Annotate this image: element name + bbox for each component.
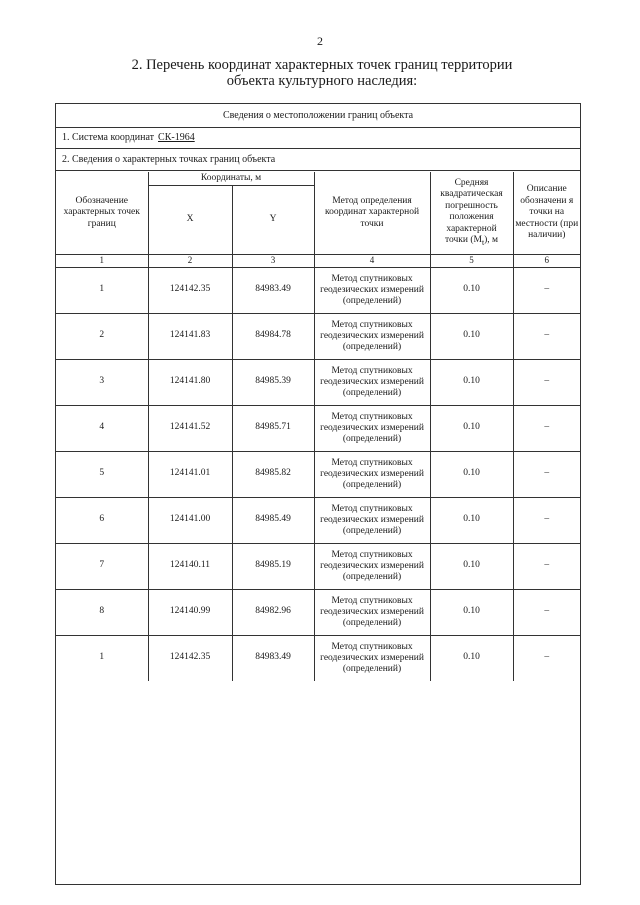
y-cell: 84985.71 bbox=[232, 405, 314, 451]
table-row bbox=[56, 451, 580, 497]
method-cell: Метод спутниковых геодезических измерений (определений) bbox=[314, 267, 430, 313]
accuracy-cell: 0.10 bbox=[430, 405, 513, 451]
coordinate-rows bbox=[56, 267, 580, 681]
column-number: 3 bbox=[232, 255, 314, 268]
method-cell: Метод спутниковых геодезических измерений (определений) bbox=[314, 497, 430, 543]
x-cell: 124141.52 bbox=[148, 405, 232, 451]
header-x: X bbox=[148, 186, 232, 255]
header-designation: Обозначение характерных точек границ bbox=[56, 172, 148, 255]
header-accuracy-line-1: Средняя квадратическая погрешность положения характерной bbox=[440, 177, 503, 234]
header-coordinates: Координаты, м bbox=[148, 172, 314, 186]
accuracy-cell: 0.10 bbox=[430, 451, 513, 497]
table-row bbox=[56, 405, 580, 451]
table-row bbox=[56, 267, 580, 313]
header-accuracy bbox=[430, 172, 513, 255]
description-cell: – bbox=[513, 497, 580, 543]
coordinate-system-row bbox=[56, 128, 580, 149]
description-cell: – bbox=[513, 267, 580, 313]
point-cell: 3 bbox=[56, 359, 148, 405]
header-accuracy-suffix: ), м bbox=[484, 235, 499, 246]
x-cell: 124141.01 bbox=[148, 451, 232, 497]
header-accuracy-prefix: точки (M bbox=[444, 235, 482, 246]
x-cell: 124141.83 bbox=[148, 313, 232, 359]
description-cell: – bbox=[513, 635, 580, 681]
method-cell: Метод спутниковых геодезических измерений (определений) bbox=[314, 405, 430, 451]
column-number: 6 bbox=[513, 255, 580, 268]
description-cell: – bbox=[513, 405, 580, 451]
column-number: 5 bbox=[430, 255, 513, 268]
x-cell: 124142.35 bbox=[148, 267, 232, 313]
boundary-coordinates-frame bbox=[55, 103, 581, 885]
coordinate-system-value: СК-1964 bbox=[158, 132, 195, 143]
column-number: 2 bbox=[148, 255, 232, 268]
column-number-row bbox=[56, 255, 580, 268]
y-cell: 84985.82 bbox=[232, 451, 314, 497]
method-cell: Метод спутниковых геодезических измерений (определений) bbox=[314, 589, 430, 635]
y-cell: 84985.19 bbox=[232, 543, 314, 589]
description-cell: – bbox=[513, 313, 580, 359]
method-cell: Метод спутниковых геодезических измерений (определений) bbox=[314, 313, 430, 359]
x-cell: 124140.99 bbox=[148, 589, 232, 635]
y-cell: 84985.39 bbox=[232, 359, 314, 405]
y-cell: 84982.96 bbox=[232, 589, 314, 635]
accuracy-cell: 0.10 bbox=[430, 543, 513, 589]
header-accuracy-subscript: t bbox=[481, 237, 485, 247]
description-cell: – bbox=[513, 589, 580, 635]
document-title-line-1: 2. Перечень координат характерных точек границ территории bbox=[131, 57, 513, 73]
point-cell: 8 bbox=[56, 589, 148, 635]
accuracy-cell: 0.10 bbox=[430, 497, 513, 543]
y-cell: 84983.49 bbox=[232, 267, 314, 313]
coordinates-table bbox=[56, 172, 580, 681]
accuracy-cell: 0.10 bbox=[430, 313, 513, 359]
description-cell: – bbox=[513, 359, 580, 405]
x-cell: 124141.00 bbox=[148, 497, 232, 543]
column-number: 4 bbox=[314, 255, 430, 268]
document-title-line-2: объекта культурного наследия: bbox=[226, 73, 418, 89]
accuracy-cell: 0.10 bbox=[430, 589, 513, 635]
table-row bbox=[56, 543, 580, 589]
table-row bbox=[56, 359, 580, 405]
header-method: Метод определения координат характерной точки bbox=[314, 172, 430, 255]
table-row bbox=[56, 589, 580, 635]
points-header-row: 2. Сведения о характерных точках границ объекта bbox=[56, 150, 580, 171]
description-cell: – bbox=[513, 451, 580, 497]
point-cell: 7 bbox=[56, 543, 148, 589]
coordinate-system-label: 1. Система координат bbox=[62, 132, 155, 143]
section-header: Сведения о местоположении границ объекта bbox=[56, 104, 580, 128]
method-cell: Метод спутниковых геодезических измерений (определений) bbox=[314, 451, 430, 497]
point-cell: 6 bbox=[56, 497, 148, 543]
document-title bbox=[110, 57, 534, 89]
header-description: Описание обозначени я точки на местности (при наличии) bbox=[513, 172, 580, 255]
point-cell: 5 bbox=[56, 451, 148, 497]
x-cell: 124142.35 bbox=[148, 635, 232, 681]
x-cell: 124141.80 bbox=[148, 359, 232, 405]
x-cell: 124140.11 bbox=[148, 543, 232, 589]
page-number: 2 bbox=[317, 34, 323, 48]
point-cell: 1 bbox=[56, 267, 148, 313]
point-cell: 4 bbox=[56, 405, 148, 451]
y-cell: 84984.78 bbox=[232, 313, 314, 359]
y-cell: 84983.49 bbox=[232, 635, 314, 681]
method-cell: Метод спутниковых геодезических измерений (определений) bbox=[314, 543, 430, 589]
table-row bbox=[56, 313, 580, 359]
accuracy-cell: 0.10 bbox=[430, 635, 513, 681]
method-cell: Метод спутниковых геодезических измерений (определений) bbox=[314, 635, 430, 681]
method-cell: Метод спутниковых геодезических измерений (определений) bbox=[314, 359, 430, 405]
accuracy-cell: 0.10 bbox=[430, 267, 513, 313]
point-cell: 1 bbox=[56, 635, 148, 681]
table-row bbox=[56, 497, 580, 543]
column-number: 1 bbox=[56, 255, 148, 268]
description-cell: – bbox=[513, 543, 580, 589]
accuracy-cell: 0.10 bbox=[430, 359, 513, 405]
table-row bbox=[56, 635, 580, 681]
point-cell: 2 bbox=[56, 313, 148, 359]
y-cell: 84985.49 bbox=[232, 497, 314, 543]
header-y: Y bbox=[232, 186, 314, 255]
